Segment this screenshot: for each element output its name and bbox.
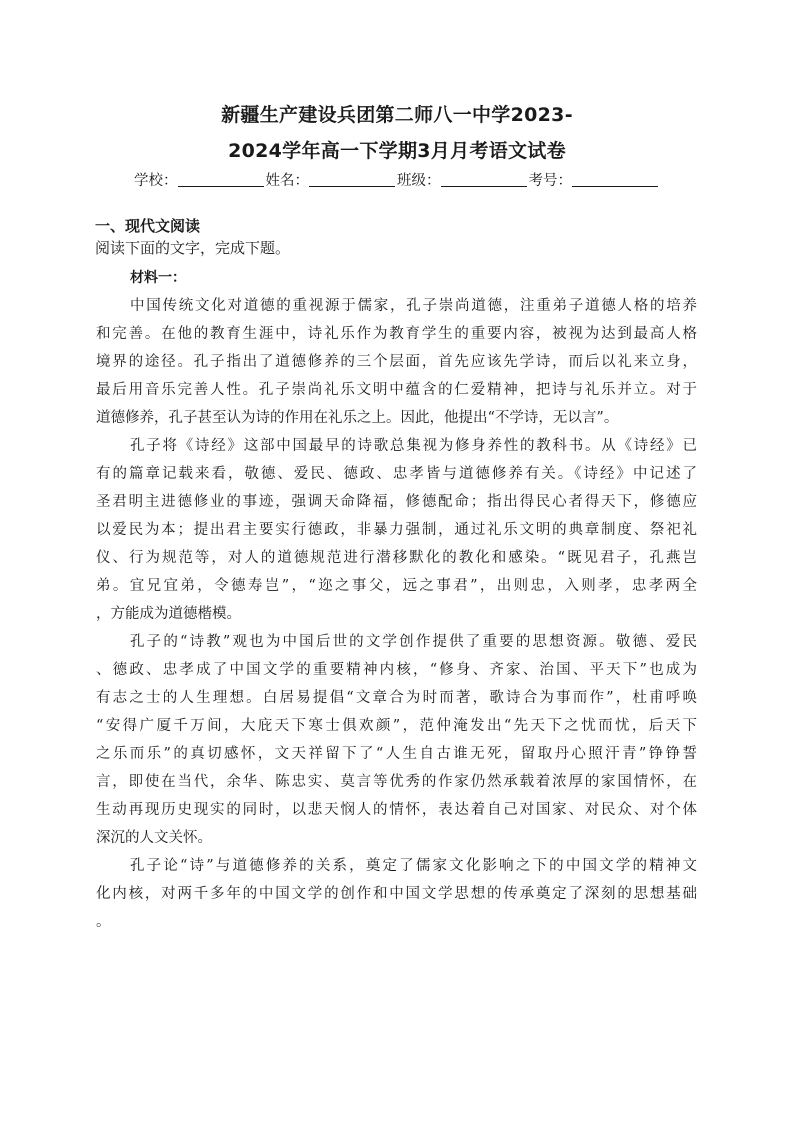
material-label: 材料一： xyxy=(130,270,186,286)
paragraph-2 xyxy=(96,432,697,628)
section-heading: 一、现代文阅读 xyxy=(95,217,201,235)
paragraph-line: ，方能成为道德楷模。 xyxy=(96,606,241,622)
paragraph-line: 有志之士的人生理想。白居易提倡“文章合为时而著，歌诗合为事而作”，杜甫呼唤 xyxy=(96,690,697,706)
paragraph-line: 言，即使在当代，余华、陈忠实、莫言等优秀的作家仍然承载着浓厚的家国情怀，在 xyxy=(96,774,697,790)
exam-number-blank[interactable] xyxy=(572,172,658,187)
paragraph-line: 孔子论“诗”与道德修养的关系，奠定了儒家文化影响之下的中国文学的精神文 xyxy=(130,858,697,874)
school-blank[interactable] xyxy=(178,172,264,187)
paragraph-line: 中国传统文化对道德的重视源于儒家，孔子崇尚道德，注重弟子道德人格的培养 xyxy=(130,298,697,314)
paragraph-line: 最后用音乐完善人性。孔子崇尚礼乐文明中蕴含的仁爱精神，把诗与礼乐并立。对于 xyxy=(96,382,697,398)
class-label: 班级： xyxy=(397,173,441,189)
paragraph-line: 仪、行为规范等，对人的道德规范进行潜移默化的教化和感染。“既见君子，孔燕岂 xyxy=(96,550,697,566)
paragraph-line: 、德政、忠孝成了中国文学的重要精神内核，“修身、齐家、治国、平天下”也成为 xyxy=(96,662,697,678)
paragraph-line: 。 xyxy=(96,914,111,930)
paragraph-line: 有的篇章记载来看，敬德、爱民、德政、忠孝皆与道德修养有关。《诗经》中记述了 xyxy=(96,466,697,482)
paragraph-line: 之乐而乐”的真切感怀，文天祥留下了“人生自古谁无死，留取丹心照汗青”铮铮誓 xyxy=(96,746,697,762)
school-label: 学校： xyxy=(134,173,178,189)
name-label: 姓名： xyxy=(265,173,309,189)
student-info-line xyxy=(0,171,794,191)
paragraph-line: 以爱民为本；提出君主要实行德政，非暴力强制，通过礼乐文明的典章制度、祭祀礼 xyxy=(96,522,697,538)
paragraph-line: 化内核，对两千多年的中国文学的创作和中国文学思想的传承奠定了深刻的思想基础 xyxy=(96,886,697,902)
paragraph-line: 道德修养，孔子甚至认为诗的作用在礼乐之上。因此，他提出“不学诗，无以言”。 xyxy=(96,410,619,426)
class-blank[interactable] xyxy=(441,172,527,187)
paragraph-3 xyxy=(96,628,697,852)
exam-number-label: 考号： xyxy=(528,173,572,189)
name-blank[interactable] xyxy=(309,172,395,187)
paragraph-line: 孔子将《诗经》这部中国最早的诗歌总集视为修身养性的教科书。从《诗经》已 xyxy=(130,438,697,454)
paragraph-line: 弟。宜兄宜弟，令德寿岂”，“迩之事父，远之事君”，出则忠，入则孝，忠孝两全 xyxy=(96,578,697,594)
paragraph-line: “安得广厦千万间，大庇天下寒士俱欢颜”，范仲淹发出“先天下之忧而忧，后天下 xyxy=(96,718,697,734)
exam-title-line-1: 新疆生产建设兵团第二师八一中学2023- xyxy=(221,104,573,126)
reading-instruction: 阅读下面的文字，完成下题。 xyxy=(95,239,291,257)
paragraph-line: 和完善。在他的教育生涯中，诗礼乐作为教育学生的重要内容，被视为达到最高人格 xyxy=(96,326,697,342)
paragraph-line: 圣君明主进德修业的事迹，强调天命降福，修德配命；指出得民心者得天下，修德应 xyxy=(96,494,697,510)
paragraph-line: 孔子的“诗教”观也为中国后世的文学创作提供了重要的思想资源。敬德、爱民 xyxy=(130,634,697,650)
paragraph-line: 境界的途径。孔子指出了道德修养的三个层面，首先应该先学诗，而后以礼来立身， xyxy=(96,354,697,370)
paragraph-line: 生动再现历史现实的同时，以悲天悯人的情怀，表达着自己对国家、对民众、对个体 xyxy=(96,802,697,818)
paragraph-line: 深沉的人文关怀。 xyxy=(96,830,212,846)
paragraph-4 xyxy=(96,852,697,936)
paragraph-1 xyxy=(96,292,697,432)
exam-title-line-2: 2024学年高一下学期3月月考语文试卷 xyxy=(228,140,566,162)
